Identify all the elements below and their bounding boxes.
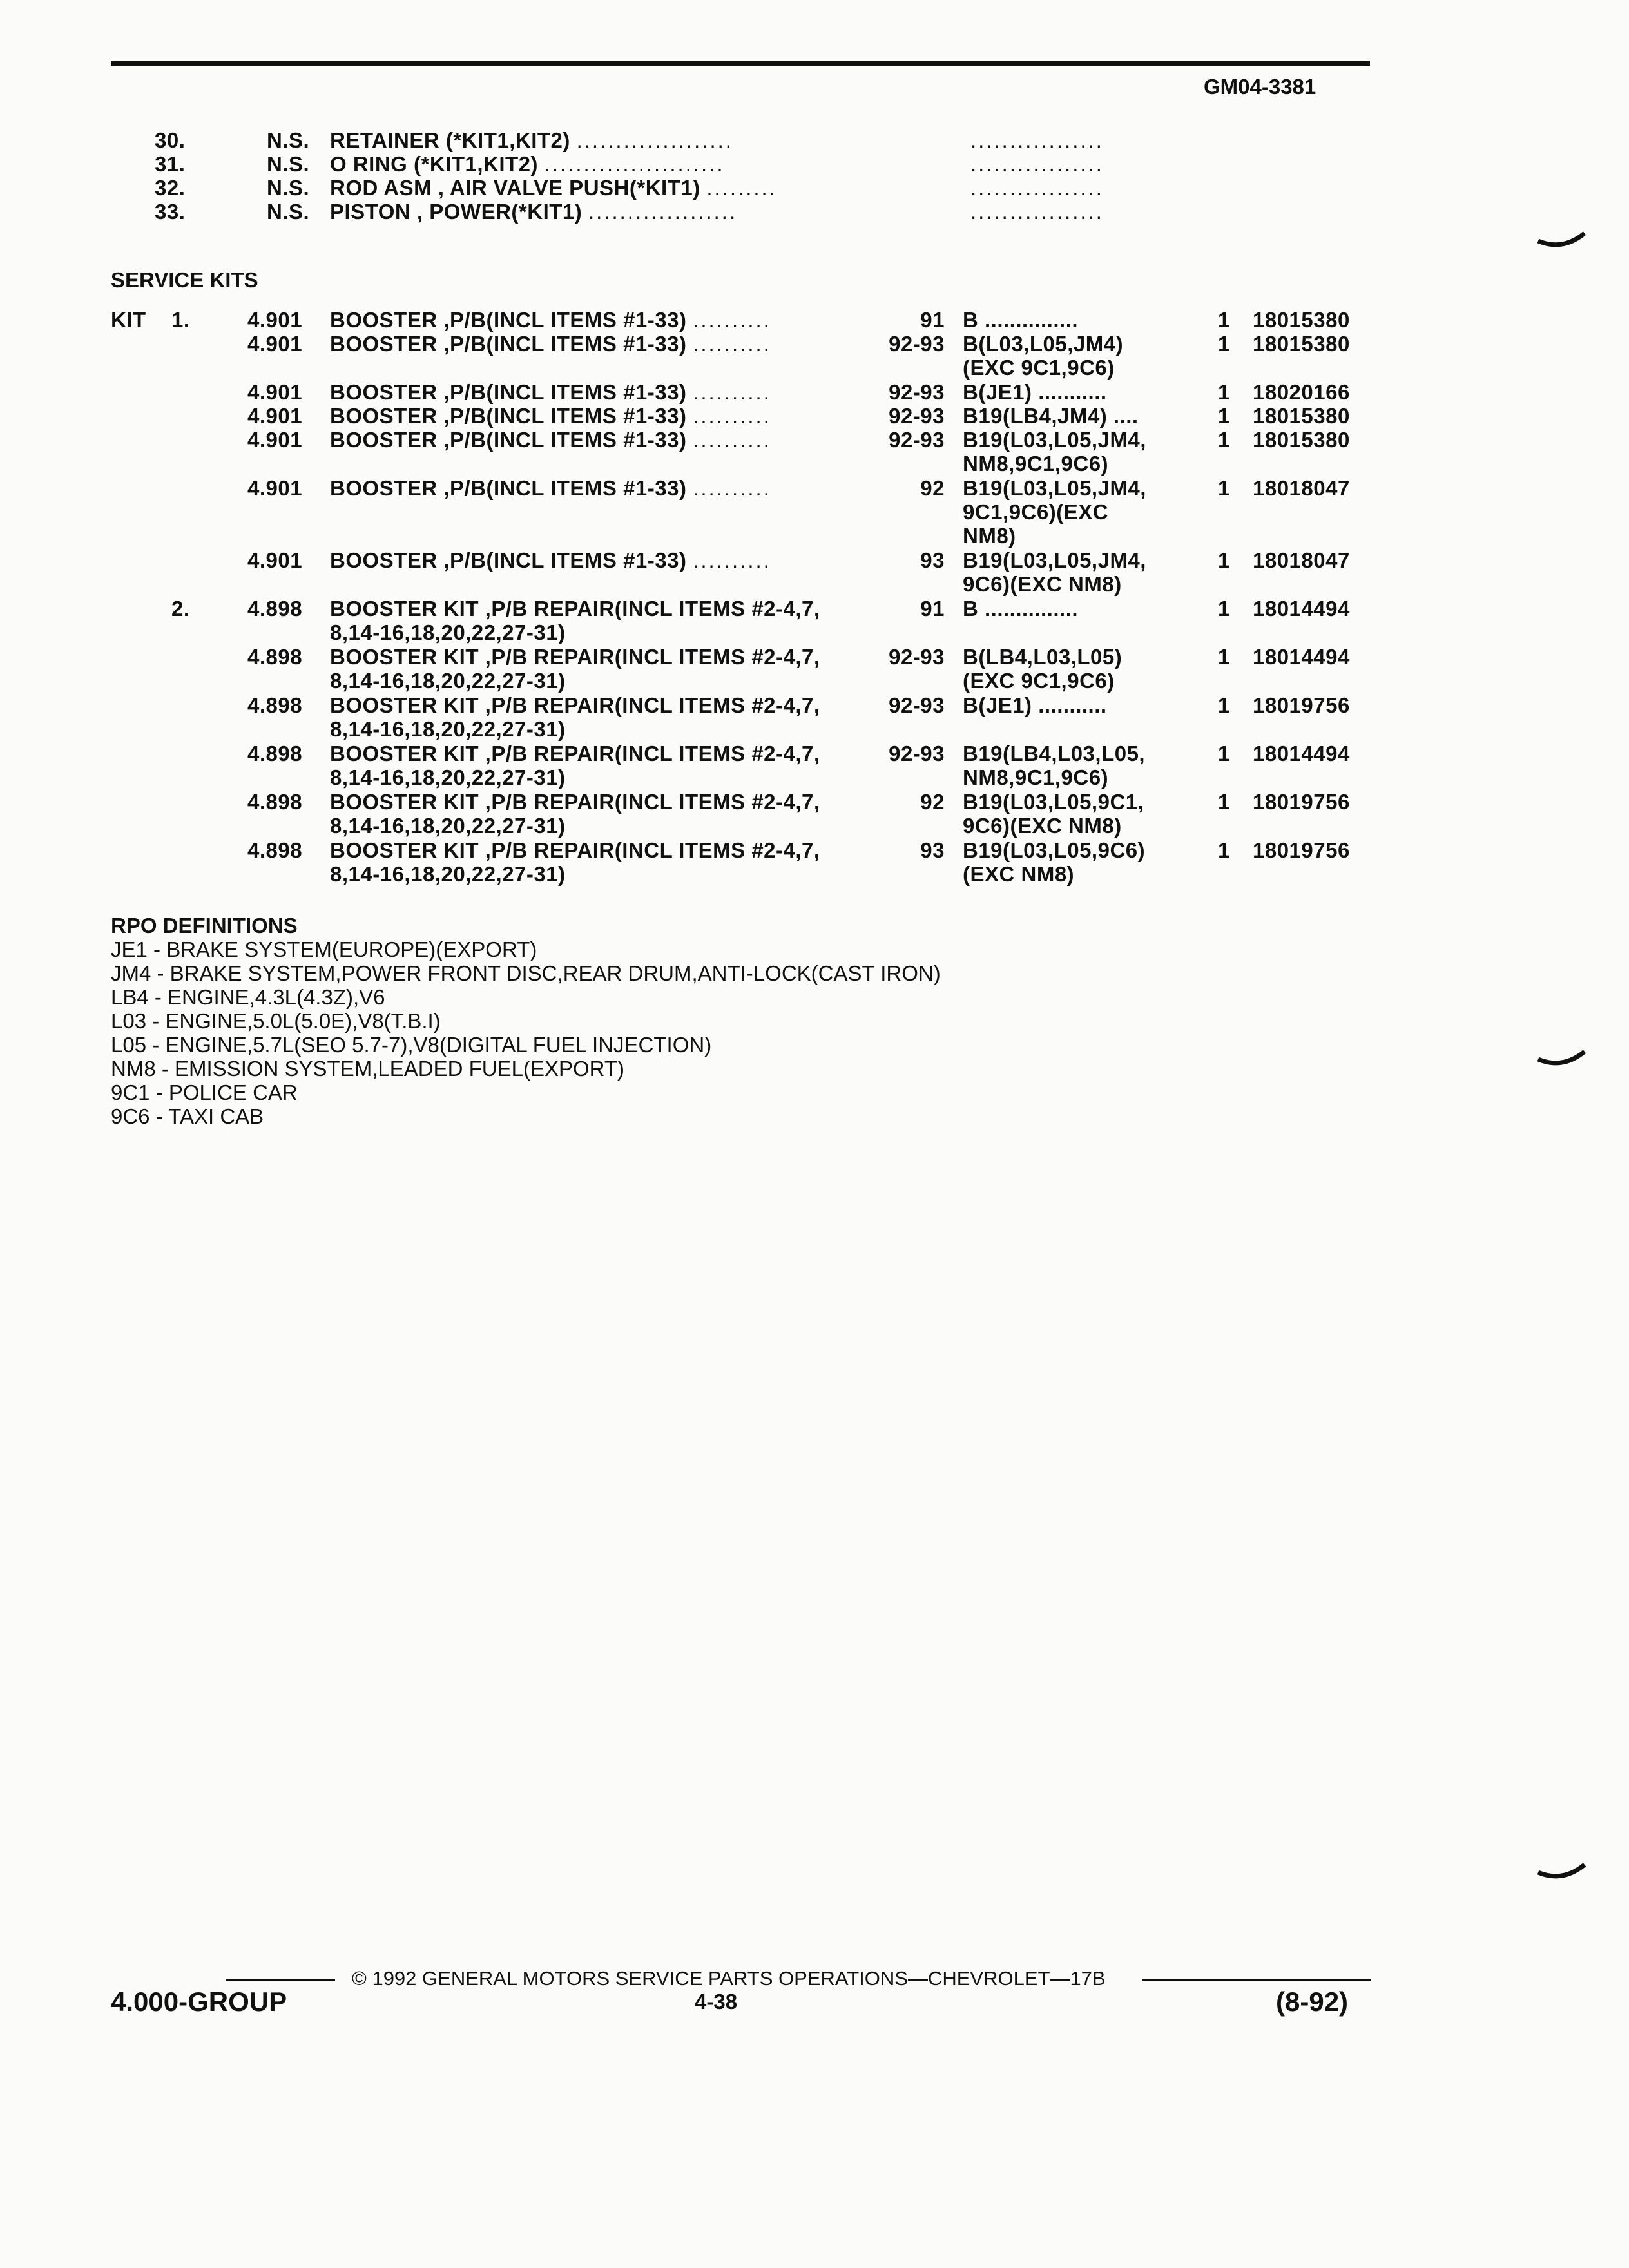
item-description: ROD ASM , AIR VALVE PUSH(*KIT1) ......... bbox=[330, 176, 777, 200]
footer-page-number: 4-38 bbox=[695, 1990, 738, 2013]
kit-description: BOOSTER ,P/B(INCL ITEMS #1-33) .......... bbox=[330, 332, 771, 356]
item-number: 32. bbox=[155, 176, 186, 200]
leader-dots: ......... bbox=[706, 176, 777, 200]
model-year: 93 bbox=[920, 838, 945, 862]
kit-number: 1. bbox=[171, 308, 190, 332]
group-code: 4.901 bbox=[247, 428, 303, 452]
group-code: 4.901 bbox=[247, 548, 303, 572]
leader-dots: .................... bbox=[576, 128, 733, 152]
kit-description: 8,14-16,18,20,22,27-31) bbox=[330, 814, 566, 838]
rpo-definition: JM4 - BRAKE SYSTEM,POWER FRONT DISC,REAR DRUM,ANTI-LOCK(CAST IRON) bbox=[111, 961, 941, 985]
item-number: 30. bbox=[155, 128, 186, 152]
model-applicability: B(L03,L05,JM4) bbox=[963, 332, 1124, 356]
footer-copyright: © 1992 GENERAL MOTORS SERVICE PARTS OPERATIONS—CHEVROLET—17B bbox=[352, 1967, 1106, 1990]
part-number: 18014494 bbox=[1253, 645, 1350, 669]
model-year: 92-93 bbox=[889, 332, 945, 356]
group-code: 4.901 bbox=[247, 308, 303, 332]
model-year: 92-93 bbox=[889, 428, 945, 452]
model-applicability: B19(L03,L05,JM4, bbox=[963, 476, 1146, 500]
model-year: 92-93 bbox=[889, 404, 945, 428]
rpo-definition: L03 - ENGINE,5.0L(5.0E),V8(T.B.I) bbox=[111, 1009, 441, 1033]
document-id: GM04-3381 bbox=[1204, 75, 1316, 99]
kit-description: BOOSTER KIT ,P/B REPAIR(INCL ITEMS #2-4,7, bbox=[330, 790, 820, 814]
model-applicability: B ............... bbox=[963, 597, 1079, 620]
group-code: 4.901 bbox=[247, 404, 303, 428]
quantity: 1 bbox=[1218, 332, 1230, 356]
quantity: 1 bbox=[1218, 308, 1230, 332]
group-code: 4.898 bbox=[247, 742, 303, 765]
model-applicability: B19(L03,L05,9C6) bbox=[963, 838, 1146, 862]
item-model-dots: ................. bbox=[970, 152, 1104, 176]
kit-description: BOOSTER ,P/B(INCL ITEMS #1-33) .......... bbox=[330, 548, 771, 572]
kit-description: BOOSTER KIT ,P/B REPAIR(INCL ITEMS #2-4,7, bbox=[330, 597, 820, 620]
model-applicability: NM8,9C1,9C6) bbox=[963, 452, 1109, 476]
model-applicability: B(JE1) ........... bbox=[963, 693, 1107, 717]
part-number: 18018047 bbox=[1253, 476, 1350, 500]
margin-mark-3 bbox=[1537, 1861, 1588, 1887]
part-number: 18014494 bbox=[1253, 742, 1350, 765]
rpo-title: RPO DEFINITIONS bbox=[111, 914, 298, 937]
item-model-dots: ................. bbox=[970, 128, 1104, 152]
leader-dots: .......... bbox=[693, 476, 771, 500]
quantity: 1 bbox=[1218, 742, 1230, 765]
group-code: 4.901 bbox=[247, 380, 303, 404]
group-code: 4.898 bbox=[247, 645, 303, 669]
group-code: 4.901 bbox=[247, 332, 303, 356]
quantity: 1 bbox=[1218, 838, 1230, 862]
model-applicability: B19(L03,L05,9C1, bbox=[963, 790, 1144, 814]
footer-rule-right bbox=[1142, 1979, 1371, 1981]
rpo-definition: LB4 - ENGINE,4.3L(4.3Z),V6 bbox=[111, 985, 385, 1009]
model-applicability: B19(L03,L05,JM4, bbox=[963, 428, 1146, 452]
group-code: 4.898 bbox=[247, 838, 303, 862]
quantity: 1 bbox=[1218, 548, 1230, 572]
leader-dots: .......... bbox=[693, 428, 771, 452]
rpo-definition: 9C6 - TAXI CAB bbox=[111, 1104, 264, 1128]
kit-description: BOOSTER KIT ,P/B REPAIR(INCL ITEMS #2-4,7, bbox=[330, 693, 820, 717]
kit-label: KIT bbox=[111, 308, 146, 332]
model-applicability: B ............... bbox=[963, 308, 1079, 332]
part-number: 18015380 bbox=[1253, 428, 1350, 452]
item-description: O RING (*KIT1,KIT2) ....................... bbox=[330, 152, 725, 176]
group-code: 4.898 bbox=[247, 597, 303, 620]
part-number: 18019756 bbox=[1253, 790, 1350, 814]
model-applicability: (EXC NM8) bbox=[963, 862, 1075, 886]
kit-description: 8,14-16,18,20,22,27-31) bbox=[330, 862, 566, 886]
item-model-dots: ................. bbox=[970, 200, 1104, 224]
item-number: 33. bbox=[155, 200, 186, 224]
part-number: 18019756 bbox=[1253, 693, 1350, 717]
service-kits-title: SERVICE KITS bbox=[111, 268, 258, 292]
model-year: 92-93 bbox=[889, 380, 945, 404]
part-number: 18019756 bbox=[1253, 838, 1350, 862]
item-description: PISTON , POWER(*KIT1) ................... bbox=[330, 200, 738, 224]
rpo-definition: NM8 - EMISSION SYSTEM,LEADED FUEL(EXPORT) bbox=[111, 1057, 625, 1081]
kit-description: BOOSTER ,P/B(INCL ITEMS #1-33) .......... bbox=[330, 428, 771, 452]
model-year: 91 bbox=[920, 308, 945, 332]
model-applicability: (EXC 9C1,9C6) bbox=[963, 669, 1115, 693]
group-code: 4.898 bbox=[247, 693, 303, 717]
part-number: 18018047 bbox=[1253, 548, 1350, 572]
model-year: 93 bbox=[920, 548, 945, 572]
kit-description: 8,14-16,18,20,22,27-31) bbox=[330, 765, 566, 789]
model-applicability: B19(LB4,JM4) .... bbox=[963, 404, 1139, 428]
leader-dots: .......... bbox=[693, 332, 771, 356]
quantity: 1 bbox=[1218, 645, 1230, 669]
leader-dots: ................... bbox=[588, 200, 738, 224]
group-code: 4.898 bbox=[247, 790, 303, 814]
item-ns: N.S. bbox=[267, 152, 310, 176]
kit-description: BOOSTER ,P/B(INCL ITEMS #1-33) .......... bbox=[330, 308, 771, 332]
kit-description: BOOSTER ,P/B(INCL ITEMS #1-33) .......... bbox=[330, 476, 771, 500]
footer-date: (8-92) bbox=[1276, 1986, 1349, 2017]
quantity: 1 bbox=[1218, 428, 1230, 452]
model-applicability: B(LB4,L03,L05) bbox=[963, 645, 1123, 669]
quantity: 1 bbox=[1218, 597, 1230, 620]
quantity: 1 bbox=[1218, 790, 1230, 814]
margin-mark-2 bbox=[1537, 1048, 1588, 1073]
kit-description: BOOSTER ,P/B(INCL ITEMS #1-33) .......... bbox=[330, 380, 771, 404]
item-number: 31. bbox=[155, 152, 186, 176]
kit-description: BOOSTER ,P/B(INCL ITEMS #1-33) .......... bbox=[330, 404, 771, 428]
leader-dots: .......... bbox=[693, 404, 771, 428]
part-number: 18015380 bbox=[1253, 308, 1350, 332]
model-year: 91 bbox=[920, 597, 945, 620]
kit-description: 8,14-16,18,20,22,27-31) bbox=[330, 669, 566, 693]
model-applicability: NM8) bbox=[963, 524, 1016, 548]
kit-description: BOOSTER KIT ,P/B REPAIR(INCL ITEMS #2-4,7, bbox=[330, 645, 820, 669]
group-code: 4.901 bbox=[247, 476, 303, 500]
model-year: 92 bbox=[920, 790, 945, 814]
kit-description: 8,14-16,18,20,22,27-31) bbox=[330, 620, 566, 644]
item-ns: N.S. bbox=[267, 176, 310, 200]
leader-dots: .......... bbox=[693, 380, 771, 404]
part-number: 18015380 bbox=[1253, 404, 1350, 428]
kit-number: 2. bbox=[171, 597, 190, 620]
quantity: 1 bbox=[1218, 380, 1230, 404]
model-year: 92 bbox=[920, 476, 945, 500]
quantity: 1 bbox=[1218, 404, 1230, 428]
model-applicability: 9C6)(EXC NM8) bbox=[963, 572, 1122, 596]
leader-dots: ....................... bbox=[544, 152, 725, 176]
footer-group: 4.000-GROUP bbox=[111, 1986, 287, 2017]
top-rule bbox=[111, 61, 1370, 66]
part-number: 18014494 bbox=[1253, 597, 1350, 620]
leader-dots: .......... bbox=[693, 548, 771, 572]
footer-rule-left bbox=[226, 1979, 335, 1981]
model-applicability: B19(LB4,L03,L05, bbox=[963, 742, 1146, 765]
model-applicability: NM8,9C1,9C6) bbox=[963, 765, 1109, 789]
kit-description: 8,14-16,18,20,22,27-31) bbox=[330, 717, 566, 741]
kit-description: BOOSTER KIT ,P/B REPAIR(INCL ITEMS #2-4,7, bbox=[330, 838, 820, 862]
rpo-definition: JE1 - BRAKE SYSTEM(EUROPE)(EXPORT) bbox=[111, 937, 537, 961]
leader-dots: .......... bbox=[693, 308, 771, 332]
item-ns: N.S. bbox=[267, 128, 310, 152]
item-ns: N.S. bbox=[267, 200, 310, 224]
item-description: RETAINER (*KIT1,KIT2) .................... bbox=[330, 128, 733, 152]
model-applicability: 9C1,9C6)(EXC bbox=[963, 500, 1109, 524]
quantity: 1 bbox=[1218, 693, 1230, 717]
part-number: 18015380 bbox=[1253, 332, 1350, 356]
model-year: 92-93 bbox=[889, 645, 945, 669]
model-year: 92-93 bbox=[889, 693, 945, 717]
rpo-definition: 9C1 - POLICE CAR bbox=[111, 1081, 298, 1104]
quantity: 1 bbox=[1218, 476, 1230, 500]
kit-description: BOOSTER KIT ,P/B REPAIR(INCL ITEMS #2-4,7, bbox=[330, 742, 820, 765]
model-applicability: B19(L03,L05,JM4, bbox=[963, 548, 1146, 572]
rpo-definition: L05 - ENGINE,5.7L(SEO 5.7-7),V8(DIGITAL FUEL INJECTION) bbox=[111, 1033, 712, 1057]
margin-mark-1 bbox=[1537, 229, 1588, 255]
item-model-dots: ................. bbox=[970, 176, 1104, 200]
part-number: 18020166 bbox=[1253, 380, 1350, 404]
model-applicability: B(JE1) ........... bbox=[963, 380, 1107, 404]
model-applicability: (EXC 9C1,9C6) bbox=[963, 356, 1115, 380]
model-year: 92-93 bbox=[889, 742, 945, 765]
model-applicability: 9C6)(EXC NM8) bbox=[963, 814, 1122, 838]
